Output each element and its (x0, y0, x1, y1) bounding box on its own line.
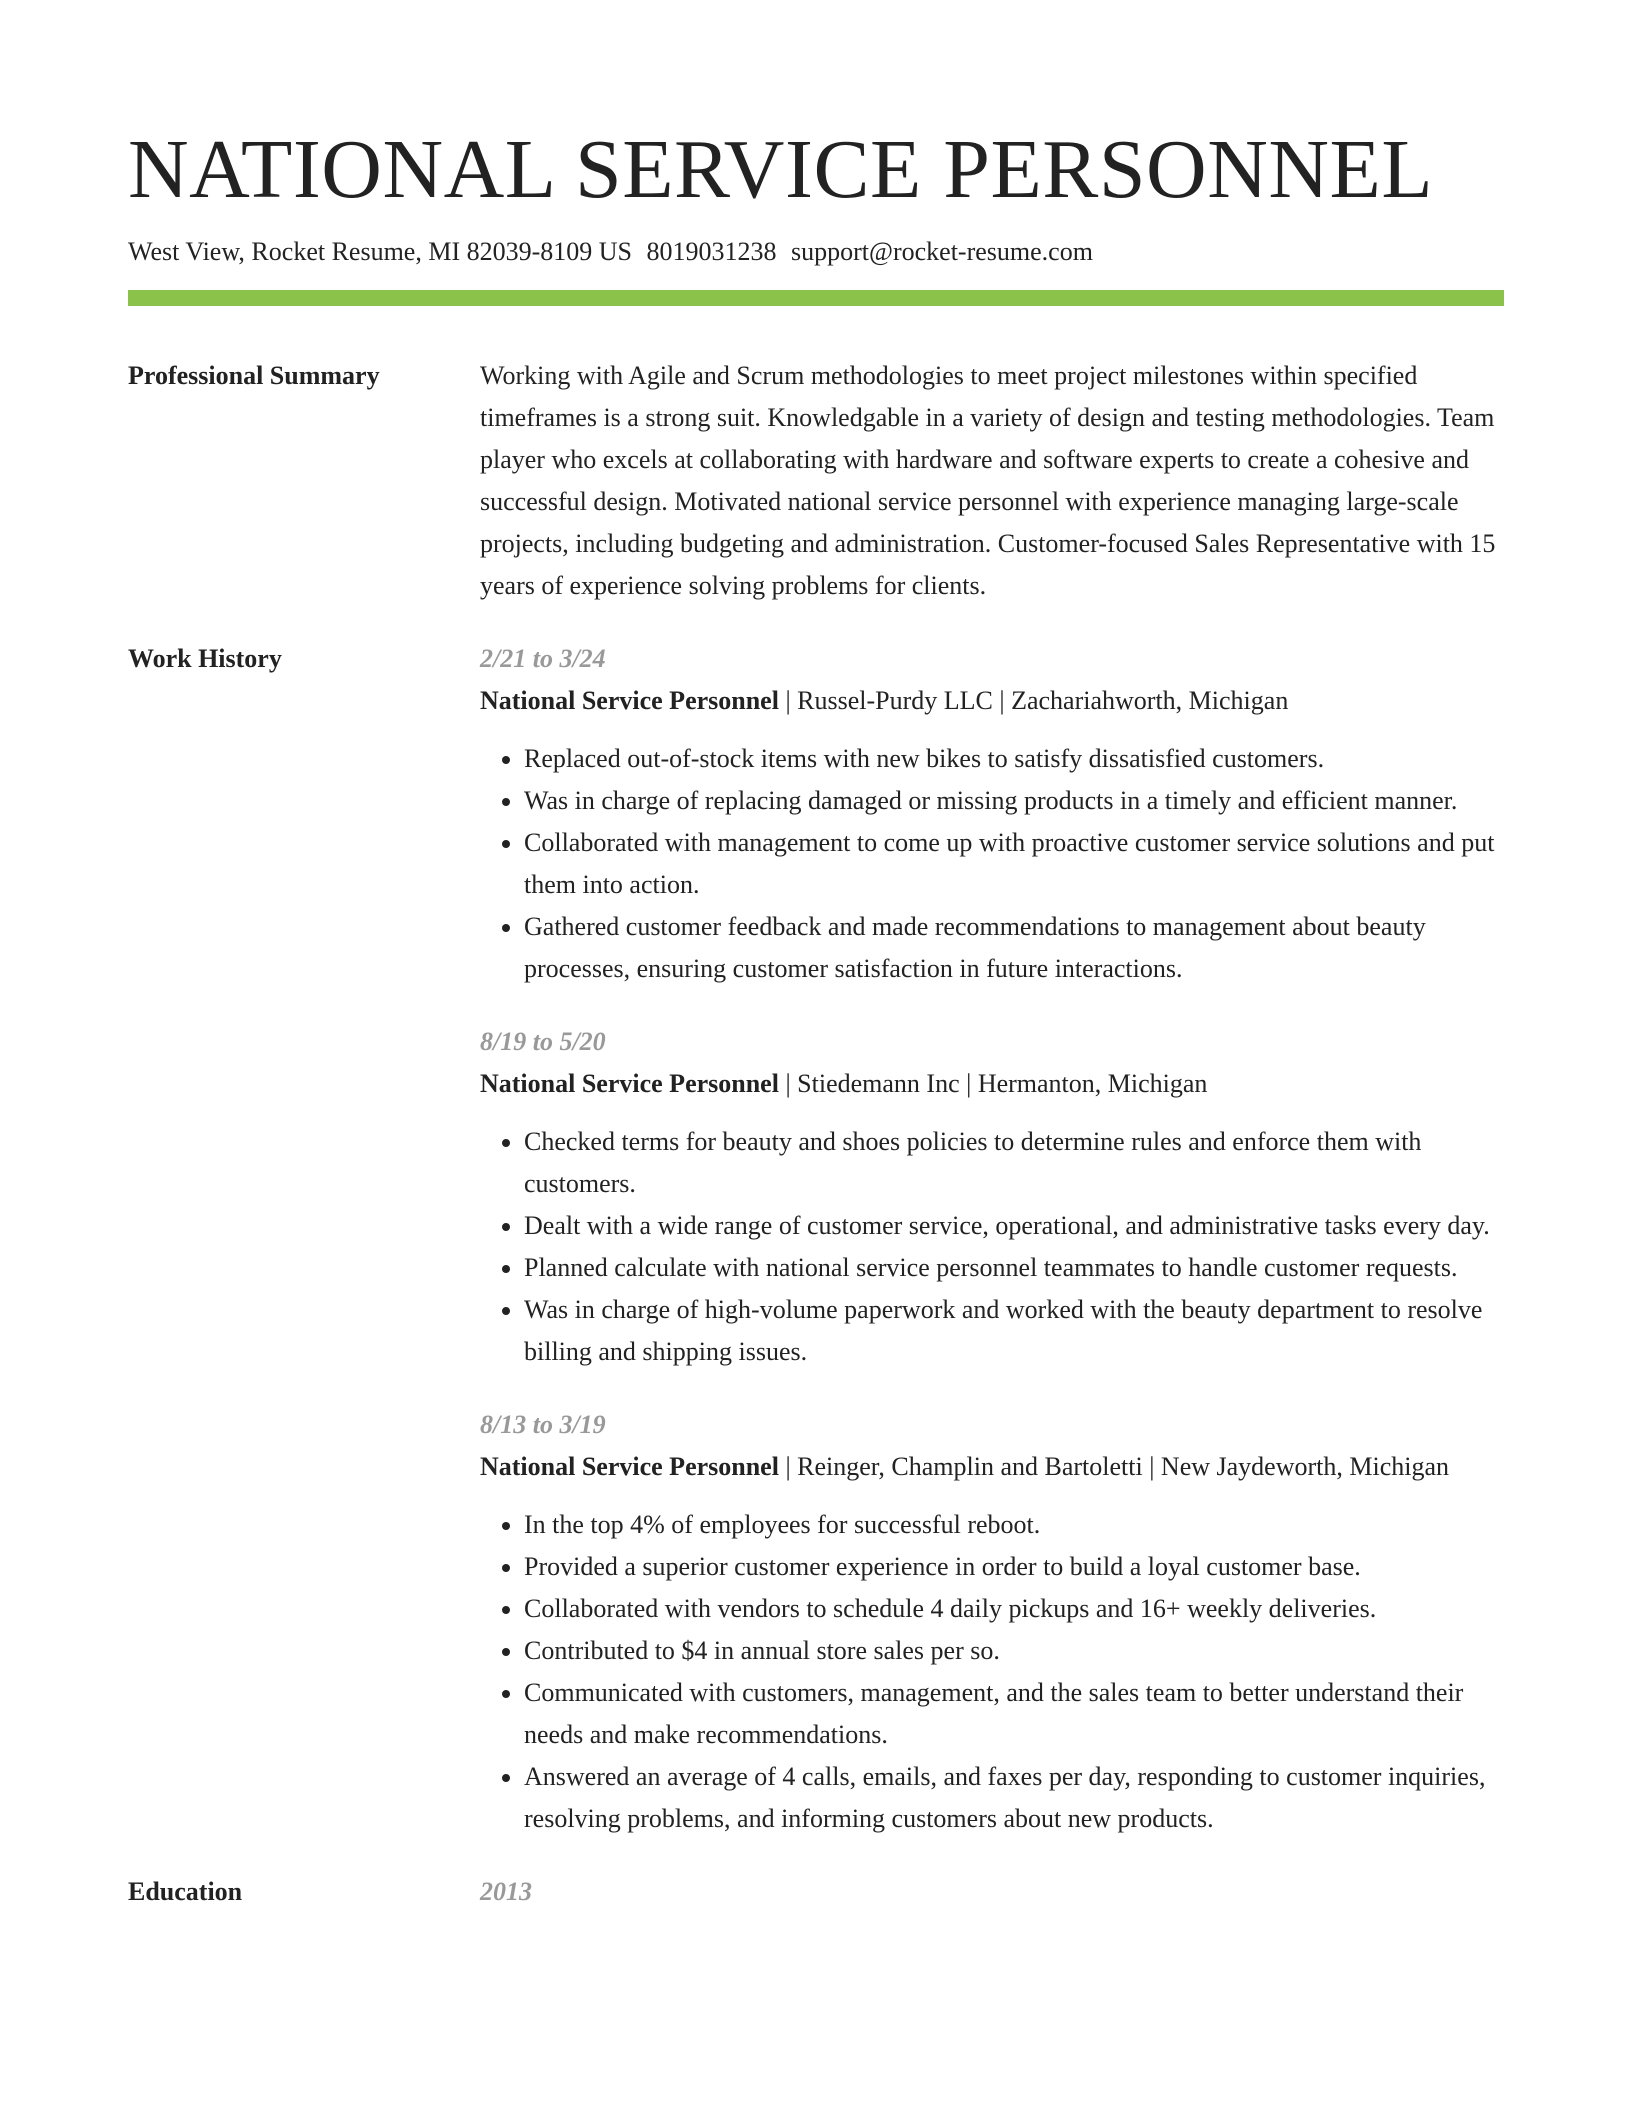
email: support@rocket-resume.com (791, 237, 1093, 266)
work-history-section (128, 638, 1504, 1871)
job-bullets (480, 738, 1504, 990)
job-heading (480, 1446, 1504, 1488)
summary-body (480, 355, 1504, 607)
summary-text: Working with Agile and Scrum methodologies to meet project milestones within specified timeframes is a strong suit. Knowledgable in a variety of design and testing methodologies. Team player who excels at collaborating with hardware and software experts to create a cohesive and successful design. Motivated national service personnel with experience managing large-scale projects, including budgeting and administration. Customer-focused Sales Representative with 15 years of experience solving problems for clients. (480, 361, 1496, 600)
job-heading (480, 680, 1504, 722)
section-heading-work-history: Work History (128, 644, 282, 673)
job-bullet: • Checked terms for beauty and shoes policies to determine rules and enforce them with customers. (524, 1121, 1504, 1205)
job-bullet: • Was in charge of replacing damaged or missing products in a timely and efficient manner. (524, 780, 1504, 822)
job-entry (480, 1021, 1504, 1373)
job-bullet: • Replaced out-of-stock items with new bikes to satisfy dissatisfied customers. (524, 738, 1504, 780)
job-title: National Service Personnel (480, 686, 779, 715)
education-section (128, 1871, 1504, 1913)
job-bullet: • Planned calculate with national service personnel teammates to handle customer requests. (524, 1247, 1504, 1289)
job-bullet: • Was in charge of high-volume paperwork and worked with the beauty department to resolve billing and shipping issues. (524, 1289, 1504, 1373)
job-bullet: • Contributed to $4 in annual store sales per so. (524, 1630, 1504, 1672)
job-bullet: • Answered an average of 4 calls, emails, and faxes per day, responding to customer inquiries, resolving problems, and informing customers about new products. (524, 1756, 1504, 1840)
section-heading-summary: Professional Summary (128, 361, 380, 390)
job-bullet: • Communicated with customers, management, and the sales team to better understand their needs and make recommendations. (524, 1672, 1504, 1756)
resume-page (128, 0, 1504, 1913)
job-heading (480, 1063, 1504, 1105)
contact-line (128, 232, 1504, 272)
job-title: National Service Personnel (480, 1069, 779, 1098)
job-bullet: • Collaborated with management to come up with proactive customer service solutions and put them into action. (524, 822, 1504, 906)
professional-summary-section (128, 355, 1504, 607)
job-title: National Service Personnel (480, 1452, 779, 1481)
job-dates: 8/13 to 3/19 (480, 1410, 606, 1439)
job-employer-location: | Stiedemann Inc | Hermanton, Michigan (778, 1069, 1208, 1098)
job-bullet: • Dealt with a wide range of customer service, operational, and administrative tasks every day. (524, 1205, 1504, 1247)
job-bullet: • Provided a superior customer experience in order to build a loyal customer base. (524, 1546, 1504, 1588)
job-employer-location: | Russel-Purdy LLC | Zachariahworth, Michigan (778, 686, 1289, 715)
job-dates: 2/21 to 3/24 (480, 644, 606, 673)
education-body (480, 1871, 1504, 1913)
work-history-body (480, 638, 1504, 1871)
job-entry (480, 638, 1504, 990)
header-accent-bar (128, 290, 1504, 306)
education-dates: 2013 (480, 1877, 532, 1906)
job-dates: 8/19 to 5/20 (480, 1027, 606, 1056)
address: West View, Rocket Resume, MI 82039-8109 US (128, 237, 633, 266)
job-employer-location: | Reinger, Champlin and Bartoletti | New Jaydeworth, Michigan (778, 1452, 1450, 1481)
job-bullet: • Gathered customer feedback and made recommendations to management about beauty processes, ensuring customer satisfaction in future interactions. (524, 906, 1504, 990)
phone: 8019031238 (646, 237, 777, 266)
candidate-name: NATIONAL SERVICE PERSONNEL (128, 123, 1434, 216)
job-entry (480, 1404, 1504, 1840)
job-bullet: • In the top 4% of employees for successful reboot. (524, 1504, 1504, 1546)
job-bullets (480, 1504, 1504, 1840)
section-heading-education: Education (128, 1877, 243, 1906)
job-bullets (480, 1121, 1504, 1373)
job-bullet: • Collaborated with vendors to schedule 4 daily pickups and 16+ weekly deliveries. (524, 1588, 1504, 1630)
